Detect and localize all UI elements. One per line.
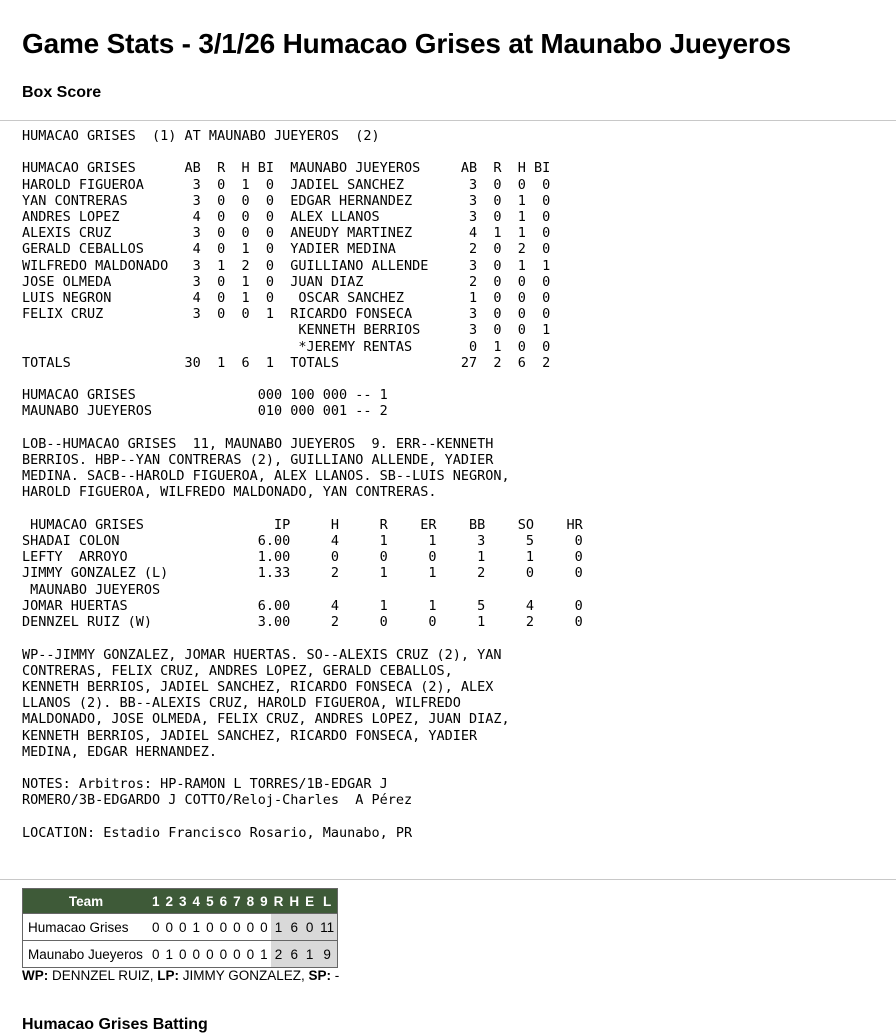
- divider-bottom: [0, 879, 896, 880]
- line-score-row: [23, 914, 338, 941]
- line-score-table: [22, 888, 338, 968]
- box-score-line: NOTES: Arbitros: HP-RAMON L TORRES/1B-EDGAR J: [22, 776, 388, 793]
- box-score-line: CONTRERAS, FELIX CRUZ, ANDRES LOPEZ, GERALD CEBALLOS,: [22, 662, 453, 679]
- line-score-header-cell: 3: [176, 889, 190, 914]
- sp-value: -: [331, 968, 340, 983]
- box-score-line: LOCATION: Estadio Francisco Rosario, Maunabo, PR: [22, 824, 413, 841]
- line-score-inning-cell: 0: [149, 914, 163, 941]
- line-score-inning-cell: 0: [217, 941, 231, 968]
- box-score-line: TOTALS 30 1 6 1 TOTALS 27 2 6 2: [22, 354, 551, 371]
- section-title-batting: Humacao Grises Batting: [22, 1016, 208, 1033]
- box-score-line: JIMMY GONZALEZ (L) 1.33 2 1 1 2 0 0: [22, 565, 583, 582]
- line-score-inning-cell: 0: [257, 914, 271, 941]
- wp-label: WP:: [22, 968, 49, 983]
- line-score-header-cell: 5: [203, 889, 217, 914]
- box-score-line: ROMERO/3B-EDGARDO J COTTO/Reloj-Charles A Pérez: [22, 792, 413, 809]
- line-score-header-cell: E: [302, 889, 317, 914]
- box-score-line: JOMAR HUERTAS 6.00 4 1 1 5 4 0: [22, 597, 583, 614]
- box-score-line: HAROLD FIGUEROA, WILFREDO MALDONADO, YAN CONTRERAS.: [22, 484, 437, 501]
- line-score-total-cell: 6: [286, 941, 302, 968]
- line-score-inning-cell: 0: [244, 941, 258, 968]
- box-score-line: SHADAI COLON 6.00 4 1 1 3 5 0: [22, 533, 583, 550]
- box-score-line: KENNETH BERRIOS 3 0 0 1: [22, 322, 551, 339]
- box-score-line: HUMACAO GRISES (1) AT MAUNABO JUEYEROS (2): [22, 128, 380, 144]
- box-score-line: FELIX CRUZ 3 0 0 1 RICARDO FONSECA 3 0 0 0: [22, 306, 551, 323]
- line-score-team-name: Maunabo Jueyeros: [23, 941, 150, 968]
- line-score-total-cell: 11: [317, 914, 338, 941]
- box-score-line: ALEXIS CRUZ 3 0 0 0 ANEUDY MARTINEZ 4 1 1 0: [22, 225, 551, 242]
- line-score-header-cell: L: [317, 889, 338, 914]
- box-score-line: ANDRES LOPEZ 4 0 0 0 ALEX LLANOS 3 0 1 0: [22, 209, 551, 226]
- box-score-line: MALDONADO, JOSE OLMEDA, FELIX CRUZ, ANDRES LOPEZ, JUAN DIAZ,: [22, 711, 510, 728]
- box-score-line: JOSE OLMEDA 3 0 1 0 JUAN DIAZ 2 0 0 0: [22, 273, 551, 290]
- box-score-line: LEFTY ARROYO 1.00 0 0 0 1 1 0: [22, 549, 583, 566]
- box-score-line: KENNETH BERRIOS, JADIEL SANCHEZ, RICARDO FONSECA (2), ALEX: [22, 678, 494, 695]
- box-score-line: BERRIOS. HBP--YAN CONTRERAS (2), GUILLIANO ALLENDE, YADIER: [22, 452, 494, 469]
- sp-label: SP:: [308, 968, 332, 983]
- box-score-line: MAUNABO JUEYEROS 010 000 001 -- 2: [22, 403, 388, 420]
- line-score-inning-cell: 1: [163, 941, 177, 968]
- box-score-line: MEDINA, EDGAR HERNANDEZ.: [22, 743, 218, 760]
- line-score-header-cell: 1: [149, 889, 163, 914]
- box-score-line: KENNETH BERRIOS, JADIEL SANCHEZ, RICARDO FONSECA, YADIER: [22, 727, 478, 744]
- line-score-header-cell: 9: [257, 889, 271, 914]
- line-score-team-name: Humacao Grises: [23, 914, 150, 941]
- line-score-inning-cell: 0: [244, 914, 258, 941]
- line-score-inning-cell: 0: [203, 941, 217, 968]
- box-score-line: LLANOS (2). BB--ALEXIS CRUZ, HAROLD FIGUEROA, WILFREDO: [22, 695, 461, 712]
- line-score-inning-cell: 0: [230, 914, 244, 941]
- box-score-line: HAROLD FIGUEROA 3 0 1 0 JADIEL SANCHEZ 3 0 0 0: [22, 176, 551, 193]
- line-score-inning-cell: 0: [176, 941, 190, 968]
- line-score-header-row: [23, 889, 338, 914]
- line-score-inning-cell: 0: [149, 941, 163, 968]
- divider-top: [0, 120, 896, 121]
- lp-label: LP:: [157, 968, 180, 983]
- line-score-header-cell: 4: [190, 889, 204, 914]
- line-score-inning-cell: 0: [176, 914, 190, 941]
- line-score-total-cell: 0: [302, 914, 317, 941]
- line-score-row: [23, 941, 338, 968]
- line-score-header-team: Team: [23, 889, 150, 914]
- box-score-text: [22, 128, 583, 841]
- box-score-line: DENNZEL RUIZ (W) 3.00 2 0 0 1 2 0: [22, 614, 583, 631]
- line-score-inning-cell: 0: [190, 941, 204, 968]
- box-score-line: HUMACAO GRISES 000 100 000 -- 1: [22, 387, 388, 404]
- line-score-inning-cell: 1: [257, 941, 271, 968]
- line-score-inning-cell: 0: [230, 941, 244, 968]
- line-score-header-cell: 8: [244, 889, 258, 914]
- page-title: Game Stats - 3/1/26 Humacao Grises at Maunabo Jueyeros: [22, 28, 791, 59]
- line-score-total-cell: 6: [286, 914, 302, 941]
- lp-value: JIMMY GONZALEZ,: [179, 968, 309, 983]
- line-score-inning-cell: 1: [190, 914, 204, 941]
- line-score-inning-cell: 0: [217, 914, 231, 941]
- line-score-header-cell: 6: [217, 889, 231, 914]
- line-score-inning-cell: 0: [203, 914, 217, 941]
- line-score-total-cell: 1: [302, 941, 317, 968]
- box-score-line: LOB--HUMACAO GRISES 11, MAUNABO JUEYEROS 9. ERR--KENNETH: [22, 435, 494, 452]
- wp-value: DENNZEL RUIZ,: [48, 968, 158, 983]
- line-score-header-cell: R: [271, 889, 287, 914]
- line-score-header-cell: 2: [163, 889, 177, 914]
- box-score-line: LUIS NEGRON 4 0 1 0 OSCAR SANCHEZ 1 0 0 0: [22, 290, 551, 307]
- box-score-line: HUMACAO GRISES IP H R ER BB SO HR: [22, 516, 583, 533]
- line-score-header-cell: H: [286, 889, 302, 914]
- line-score-inning-cell: 0: [163, 914, 177, 941]
- box-score-line: HUMACAO GRISES AB R H BI MAUNABO JUEYEROS AB R H BI: [22, 160, 551, 177]
- section-title-box-score: Box Score: [22, 84, 102, 101]
- line-score-total-cell: 2: [271, 941, 287, 968]
- pitching-decisions: [22, 968, 339, 983]
- box-score-line: YAN CONTRERAS 3 0 0 0 EDGAR HERNANDEZ 3 0 1 0: [22, 192, 551, 209]
- box-score-line: MEDINA. SACB--HAROLD FIGUEROA, ALEX LLANOS. SB--LUIS NEGRON,: [22, 468, 510, 485]
- box-score-line: WP--JIMMY GONZALEZ, JOMAR HUERTAS. SO--ALEXIS CRUZ (2), YAN: [22, 646, 502, 663]
- box-score-line: GERALD CEBALLOS 4 0 1 0 YADIER MEDINA 2 0 2 0: [22, 241, 551, 258]
- line-score-total-cell: 1: [271, 914, 287, 941]
- line-score-header-cell: 7: [230, 889, 244, 914]
- box-score-line: WILFREDO MALDONADO 3 1 2 0 GUILLIANO ALLENDE 3 0 1 1: [22, 257, 551, 274]
- box-score-line: MAUNABO JUEYEROS: [22, 581, 161, 598]
- box-score-line: *JEREMY RENTAS 0 1 0 0: [22, 338, 551, 355]
- line-score-total-cell: 9: [317, 941, 338, 968]
